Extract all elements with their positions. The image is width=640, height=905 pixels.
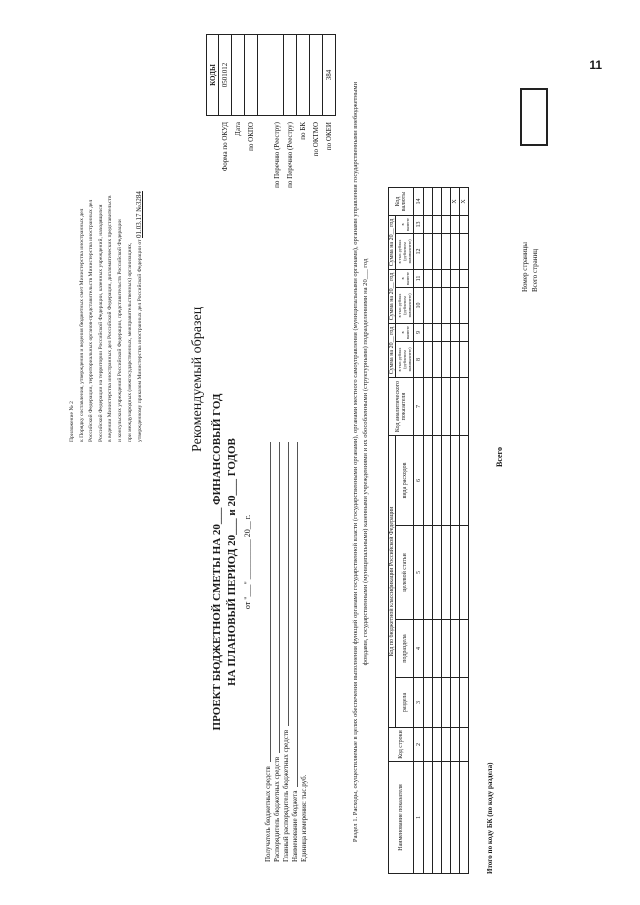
info-label: Наименование бюджета: [291, 790, 299, 862]
info-label: Единица измерения: тыс.руб.: [300, 774, 308, 862]
table-cell[interactable]: [451, 234, 460, 270]
section-heading: Раздел 1. Расходы, осуществляемые в целях обеспечения выполнения функций органами государственной власти (государственными органами), органами местного самоуправления (муниципальными органами), органами управления государственными внебюджетными фондами, государственными (муниципальными) казенными учреждениями и их обособленными (структурными) подразделениями на 20___ год: [352, 81, 369, 843]
table-cell[interactable]: [433, 620, 442, 678]
table-cell[interactable]: [424, 762, 433, 874]
appendix-line: Российской Федерации, территориальных органов-представительств Министерства иностранных дел: [88, 199, 95, 442]
order-reference: 01.03.17 №3284: [135, 191, 144, 238]
table-cell[interactable]: [460, 436, 469, 526]
fill-line[interactable]: [282, 442, 289, 726]
table-cell[interactable]: [433, 324, 442, 342]
header-sum-3: Сумма на 20__ год: [389, 216, 396, 270]
header-sum-2: Сумма на 20__ год: [389, 270, 396, 324]
column-number: 1: [414, 762, 424, 874]
codes-row: [219, 22, 232, 272]
grand-total-label: Всего: [495, 447, 504, 467]
header-razdel: раздела: [396, 678, 414, 728]
column-number: 7: [414, 378, 424, 436]
table-cell[interactable]: [442, 678, 451, 728]
table-cell[interactable]: [451, 324, 460, 342]
codes-value[interactable]: [310, 34, 323, 116]
table-cell[interactable]: [433, 288, 442, 324]
table-cell[interactable]: [433, 678, 442, 728]
header-rub: в тыс.рублях (рублевом эквиваленте): [396, 234, 414, 270]
page-total-label: Всего страниц: [531, 248, 539, 292]
table-cell[interactable]: [442, 378, 451, 436]
table-cell[interactable]: [442, 526, 451, 620]
fill-line[interactable]: [291, 442, 298, 787]
appendix-line: к Порядку составления, утверждения и ведения бюджетных смет Министерства иностранных дел: [78, 208, 85, 442]
header-podrazdel: подраздела: [396, 620, 414, 678]
column-number: 3: [414, 678, 424, 728]
table-cell[interactable]: [424, 234, 433, 270]
codes-header-row: [206, 22, 219, 272]
title-date-line: от "___" __________ 20__ г.: [243, 514, 252, 610]
codes-header: КОДЫ: [206, 34, 219, 116]
table-cell[interactable]: [451, 526, 460, 620]
table-cell[interactable]: [424, 526, 433, 620]
codes-row: [310, 22, 323, 272]
table-cell[interactable]: [424, 216, 433, 234]
header-analytic-code: Код аналитического показателя: [389, 378, 414, 436]
header-val: в валюте: [396, 324, 414, 342]
table-cell[interactable]: [442, 620, 451, 678]
table-cell[interactable]: [442, 342, 451, 378]
info-label: Распорядитель бюджетных средств: [273, 756, 281, 862]
totals-label: Итого по коду БК (по коду раздела): [486, 762, 494, 874]
header-rub: в тыс.рублях (рублевом эквиваленте): [396, 288, 414, 324]
appendix-block: [68, 22, 146, 442]
codes-value[interactable]: [245, 34, 258, 116]
table-cell[interactable]: [424, 288, 433, 324]
table-cell[interactable]: [451, 288, 460, 324]
table-row: [424, 188, 433, 874]
table-cell[interactable]: [442, 728, 451, 762]
column-number: 11: [414, 270, 424, 288]
table-cell[interactable]: [424, 378, 433, 436]
table-cell[interactable]: [442, 234, 451, 270]
column-number: 10: [414, 288, 424, 324]
budget-table: [388, 187, 469, 874]
table-cell[interactable]: [460, 762, 469, 874]
table-cell[interactable]: [460, 678, 469, 728]
codes-block: [206, 22, 336, 272]
appendix-line: в ведении Министерства иностранных дел Российской Федерации, дипломатических представительств: [107, 195, 114, 442]
header-val: в валюте: [396, 270, 414, 288]
table-cell[interactable]: [460, 270, 469, 288]
rotated-form: [8, 12, 628, 892]
table-cell[interactable]: [442, 762, 451, 874]
page-info: [520, 242, 540, 292]
page-number: 11: [589, 58, 602, 72]
table-row: [451, 188, 460, 874]
appendix-line: Российской Федерации на территории Российской Федерации, казенных учреждений, находящихся: [97, 204, 104, 442]
x-mark: X: [451, 188, 460, 216]
table-cell[interactable]: [424, 620, 433, 678]
recipient-info: [264, 442, 309, 862]
info-row: [273, 442, 282, 862]
info-label: Главный распорядитель бюджетных средств: [282, 729, 290, 862]
info-row: [291, 442, 300, 862]
appendix-line: [135, 22, 146, 442]
table-cell[interactable]: [460, 728, 469, 762]
codes-value[interactable]: [297, 34, 310, 116]
page-current-label: Номер страницы: [521, 241, 529, 292]
table-cell[interactable]: [442, 270, 451, 288]
info-row: [264, 442, 273, 862]
table-cell[interactable]: [460, 234, 469, 270]
table-cell[interactable]: [433, 216, 442, 234]
table-cell[interactable]: [442, 288, 451, 324]
table-cell[interactable]: [442, 216, 451, 234]
codes-row: [323, 22, 336, 272]
codes-value[interactable]: 384: [323, 34, 336, 116]
table-cell[interactable]: [433, 526, 442, 620]
table-cell[interactable]: [451, 678, 460, 728]
table-cell[interactable]: [433, 234, 442, 270]
table-cell[interactable]: [451, 762, 460, 874]
table-cell[interactable]: [451, 620, 460, 678]
info-label: Получатель бюджетных средств: [264, 766, 272, 862]
codes-label: по Перечню (Реестру): [273, 122, 281, 188]
codes-label: по Перечню (Реестру): [286, 122, 294, 188]
table-cell[interactable]: [451, 378, 460, 436]
header-name: Наименование показателя: [389, 762, 414, 874]
appendix-line: при международных (межгосударственных, межправительственных) организациях,: [126, 242, 133, 442]
form-title: [210, 382, 255, 742]
column-number: 8: [414, 342, 424, 378]
table-cell[interactable]: [424, 436, 433, 526]
x-mark: X: [460, 188, 469, 216]
table-cell[interactable]: [451, 342, 460, 378]
column-number: 14: [414, 188, 424, 216]
table-cell[interactable]: [460, 324, 469, 342]
table-cell[interactable]: [442, 188, 451, 216]
table-cell[interactable]: [460, 216, 469, 234]
codes-label: по ОКПО: [247, 122, 255, 151]
column-number: 5: [414, 526, 424, 620]
header-row-code: Код строки: [389, 728, 414, 762]
table-cell[interactable]: [433, 342, 442, 378]
table-header-row: [389, 188, 396, 874]
table-cell[interactable]: [460, 378, 469, 436]
codes-value[interactable]: [232, 34, 245, 116]
table-cell[interactable]: [460, 526, 469, 620]
codes-value[interactable]: [258, 34, 284, 116]
table-cell[interactable]: [451, 270, 460, 288]
table-cell[interactable]: [424, 678, 433, 728]
appendix-line: и консульских учреждений Российской Федерации, представительств Российской Федерации: [116, 219, 123, 442]
codes-label: по ОКЕИ: [325, 122, 333, 151]
codes-label: Форма по ОКУД: [221, 122, 229, 172]
column-numbers-row: [414, 188, 424, 874]
codes-value[interactable]: 0501012: [219, 34, 232, 116]
fill-line[interactable]: [273, 442, 280, 753]
appendix-line: Приложение № 2: [69, 401, 75, 442]
title-line-1: ПРОЕКТ БЮДЖЕТНОЙ СМЕТЫ НА 20___ ФИНАНСОВЫЙ ГОД: [211, 393, 223, 731]
codes-row: [284, 22, 297, 272]
column-number: 4: [414, 620, 424, 678]
codes-row: [245, 22, 258, 272]
header-val: в валюте: [396, 216, 414, 234]
table-cell[interactable]: [451, 436, 460, 526]
header-currency-code: Код валюты: [389, 188, 414, 216]
header-bk: Код по бюджетной классификации Российской Федерации: [389, 436, 396, 728]
appendix-line-text: утвержденному приказом Министерства иностранных дел Российской Федерации от: [137, 239, 144, 442]
header-target: целевой статьи: [396, 526, 414, 620]
recommended-sample-label: Рекомендуемый образец: [190, 306, 205, 452]
title-line-2: НА ПЛАНОВЫЙ ПЕРИОД 20___ и 20___ ГОДОВ: [226, 438, 238, 686]
table-cell[interactable]: [460, 342, 469, 378]
table-cell[interactable]: [433, 188, 442, 216]
table-cell[interactable]: [433, 762, 442, 874]
codes-label: по БК: [299, 122, 307, 140]
page-number-box[interactable]: [520, 88, 548, 146]
table-row: [442, 188, 451, 874]
column-number: 6: [414, 436, 424, 526]
table-cell[interactable]: [424, 270, 433, 288]
table-cell[interactable]: [424, 728, 433, 762]
info-row: [300, 442, 309, 862]
column-number: 13: [414, 216, 424, 234]
table-row: [433, 188, 442, 874]
header-expense-type: вида расходов: [396, 436, 414, 526]
column-number: 2: [414, 728, 424, 762]
table-cell[interactable]: [433, 378, 442, 436]
table-cell[interactable]: [424, 188, 433, 216]
table-cell[interactable]: [451, 728, 460, 762]
table-cell[interactable]: [424, 342, 433, 378]
table-cell[interactable]: [451, 216, 460, 234]
table-cell[interactable]: [442, 324, 451, 342]
codes-row: [232, 22, 245, 272]
table-cell[interactable]: [442, 436, 451, 526]
fill-line[interactable]: [264, 442, 271, 762]
codes-label: по ОКТМО: [312, 122, 320, 157]
column-number: 12: [414, 234, 424, 270]
codes-label: Дата: [234, 122, 242, 136]
table-cell[interactable]: [433, 728, 442, 762]
codes-row: [258, 22, 284, 272]
info-row: [282, 442, 291, 862]
table-cell[interactable]: [433, 270, 442, 288]
codes-value[interactable]: [284, 34, 297, 116]
table-cell[interactable]: [460, 288, 469, 324]
table-row: [460, 188, 469, 874]
header-rub: в тыс.рублях (рублевом эквиваленте): [396, 342, 414, 378]
table-cell[interactable]: [424, 324, 433, 342]
header-sum-1: Сумма на 20__ год: [389, 324, 396, 378]
codes-row: [297, 22, 310, 272]
table-cell[interactable]: [460, 620, 469, 678]
table-cell[interactable]: [433, 436, 442, 526]
column-number: 9: [414, 324, 424, 342]
